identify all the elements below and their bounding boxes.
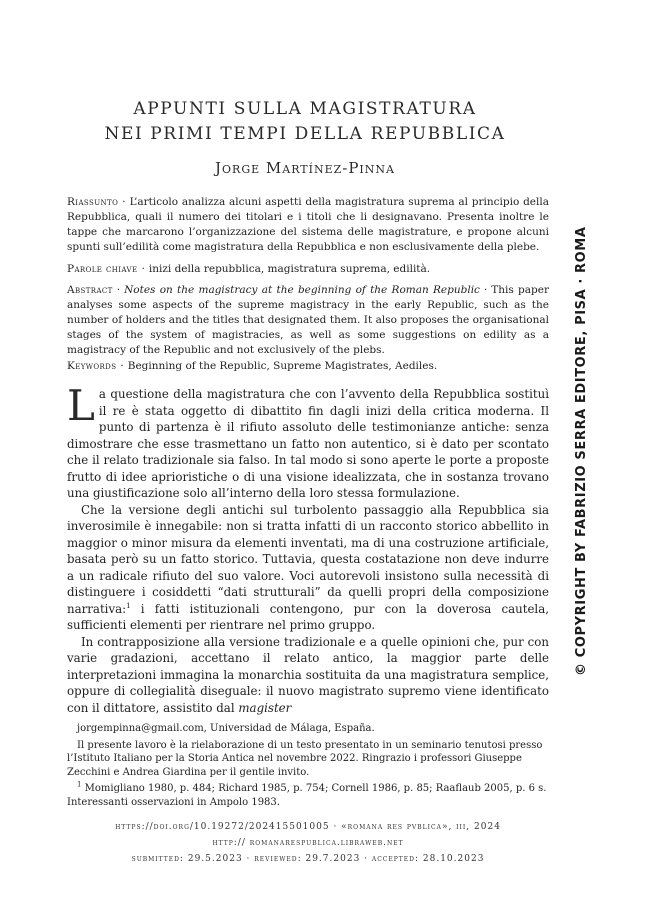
keywords-section (67, 359, 549, 374)
article-title-line-2: NEI PRIMI TEMPI DELLA REPUBBLICA (104, 124, 506, 144)
body-paragraph (67, 634, 549, 717)
author-name: Jorge Martínez-Pinna (215, 159, 395, 177)
journal-url[interactable]: http:// romanarespublica.libraweb.net (212, 838, 404, 848)
doi-line[interactable]: https://doi.org/10.19272/202415501005 · «romana res pvblica», iii, 2024 (115, 822, 501, 832)
body-paragraph (67, 381, 549, 502)
parole-chiave-label: Parole chiave (67, 263, 138, 275)
footnote-acknowledgement: Il presente lavoro è la rielaborazione di un testo presentato in un seminario tenutosi presso l’Istituto Italiano per la Storia Antica nel novembre 2022. Ringrazio i professori Giuseppe Zecchini e Andrea Giardina per il gentile invito. (67, 739, 543, 778)
separator: · (116, 284, 121, 296)
separator: · (122, 196, 126, 208)
paragraph-text: a questione della magistratura che con l’avvento della Repubblica sostituì il re è stata oggetto di dibattito fin dagli inizi della critica moderna. Il punto di partenza è il rifiuto assoluto delle testimonianze antiche: senza dimostrare che esse trasmettano un fatto non autentico, si è dato per scontato che il relato tradizionale sia falso. In tal modo si sono aperte le porte a proposte frutto di idee aprioristiche o di una visione idealizzata, che in sostanza trovano una giustificazione solo all’interno della loro stessa formulazione. (67, 387, 549, 500)
footnote-reference[interactable]: 1 (126, 601, 131, 610)
abstract-section (67, 283, 549, 358)
copyright-notice: © COPYRIGHT BY FABRIZIO SERRA EDITORE, PISA · ROMA (574, 226, 589, 676)
riassunto-text: L’articolo analizza alcuni aspetti della magistratura suprema al principio della Repubblica, quali il numero dei titolari e i titoli che li designavano. Presenta inoltre le tappe che marcarono l’organizzazione del sistema delle magistrature, e propone alcuni spunti sull’edilità come magistratura della Repubblica e non esclusivamente della plebe. (67, 196, 549, 253)
keywords-text: Beginning of the Republic, Supreme Magistrates, Aediles. (127, 360, 438, 372)
abstract-title: Notes on the magistracy at the beginning of the Roman Republic (124, 284, 480, 296)
italic-term: magister (238, 700, 292, 715)
author-contact (67, 722, 549, 736)
footnote-number: 1 (77, 780, 82, 789)
footnote-1 (67, 782, 549, 809)
separator: · (120, 360, 124, 372)
submission-dates: submitted: 29.5.2023 · reviewed: 29.7.2023 · accepted: 28.10.2023 (131, 854, 485, 864)
body-paragraph (67, 502, 549, 634)
paragraph-text: Che la versione degli antichi sul turbolento passaggio alla Repubblica sia inverosimile è innegabile: non si tratta infatti di un racconto storico abbellito in maggior o minor misura da elementi inventati, ma di una costruzione artificiale, basata però su un fatto storico. Tuttavia, questa costatazione non deve indurre a un radicale rifiuto del suo valore. Voci autorevoli insistono sulla necessità di distinguere i cosiddetti “dati strutturali” da quelli propri della composizione narrativa: (67, 502, 549, 616)
riassunto-label: Riassunto (67, 196, 119, 208)
parole-chiave-text: inizi della repubblica, magistratura suprema, edilità. (148, 263, 431, 275)
separator: · (141, 263, 145, 275)
parole-chiave-section (67, 262, 549, 277)
paragraph-text: i fatti istituzionali contengono, pur con la doverosa cautela, sufficienti elementi per rientrare nel primo gruppo. (67, 601, 549, 632)
article-body (67, 381, 549, 716)
drop-cap: L (67, 381, 95, 430)
riassunto-section (67, 195, 549, 255)
footnote-text: Momigliano 1980, p. 484; Richard 1985, p. 754; Cornell 1986, p. 85; Raaflaub 2005, p. 6 s. Interessanti osservazioni in Ampolo 1983. (67, 783, 547, 808)
paragraph-text: In contrapposizione alla versione tradizionale e a quelle opinioni che, pur con varie gradazioni, accettano il relato antico, la maggior parte delle interpretazioni immagina la monarchia sostituita da una magistratura semplice, oppure di collegialità diseguale: il nuovo magistrato supremo viene identificato con il dittatore, assistito dal (67, 634, 549, 715)
separator: · (483, 284, 488, 296)
footnotes-section (67, 722, 549, 812)
keywords-label: Keywords (67, 360, 117, 372)
article-title-line-1: APPUNTI SULLA MAGISTRATURA (133, 99, 477, 119)
abstract-text: This paper analyses some aspects of the supreme magistracy in the early Republic, such as the number of holders and the titles that designated them. It also proposes the organisational stages of the system of magistracies, as well as some suggestions on edility as a magistracy of the Republic and not exclusively of the plebs. (67, 284, 549, 356)
author-email[interactable]: jorgempinna@gmail.com, Universidad de Málaga, España. (77, 723, 375, 734)
abstract-label: Abstract (67, 284, 113, 296)
